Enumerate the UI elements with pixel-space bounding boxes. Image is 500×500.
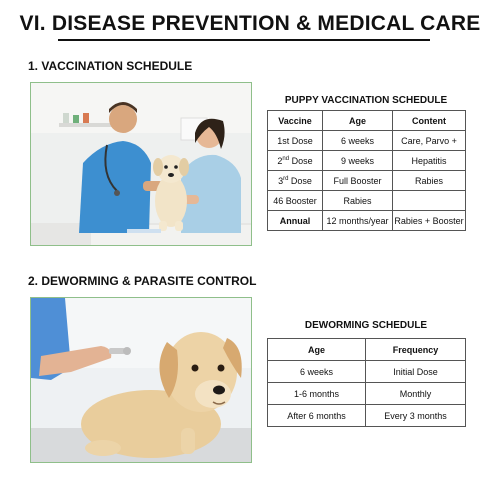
vaccination-table <box>267 110 466 231</box>
table-row <box>268 405 466 427</box>
vaccine-cell: 46 Booster <box>268 191 323 211</box>
table-row <box>268 211 466 231</box>
vaccine-cell <box>268 151 323 171</box>
page-title: VI. DISEASE PREVENTION & MEDICAL CARE <box>19 12 481 35</box>
table-row <box>268 191 466 211</box>
vet-vaccination-photo <box>30 82 252 246</box>
vaccine-cell: Annual <box>268 211 323 231</box>
age-cell: 12 months/year <box>323 211 393 231</box>
table-row <box>268 383 466 405</box>
deworming-table-title: DEWORMING SCHEDULE <box>304 320 428 331</box>
puppy-deworming-illustration <box>31 298 251 462</box>
table-row <box>268 151 466 171</box>
age-cell: Full Booster <box>323 171 393 191</box>
age-cell: 6 weeks <box>323 131 393 151</box>
frequency-cell: Monthly <box>366 383 466 405</box>
vaccine-number: 2 <box>277 155 283 166</box>
age-column-header: Age <box>268 339 366 361</box>
vaccine-label: Dose <box>289 155 313 166</box>
vaccine-cell: 1st Dose <box>268 131 323 151</box>
content-cell: Hepatitis <box>393 151 466 171</box>
vaccine-ordinal: rd <box>283 175 289 182</box>
vaccine-label: Dose <box>288 175 312 186</box>
vaccine-column-header: Vaccine <box>268 111 323 131</box>
deworming-table <box>267 338 466 427</box>
age-cell: After 6 months <box>268 405 366 427</box>
vet-vaccination-illustration <box>31 83 251 245</box>
content-cell: Care, Parvo + <box>393 131 466 151</box>
age-cell: Rabies <box>323 191 393 211</box>
vaccination-table-title: PUPPY VACCINATION SCHEDULE <box>284 95 448 106</box>
deworming-section-heading: 2. DEWORMING & PARASITE CONTROL <box>28 274 257 288</box>
table-row <box>268 171 466 191</box>
table-row <box>268 131 466 151</box>
frequency-column-header: Frequency <box>366 339 466 361</box>
deworming-header-row <box>268 339 466 361</box>
table-row <box>268 361 466 383</box>
content-cell: Rabies <box>393 171 466 191</box>
vaccination-header-row <box>268 111 466 131</box>
title-underline <box>58 39 430 41</box>
age-cell: 1-6 months <box>268 383 366 405</box>
vaccine-cell <box>268 171 323 191</box>
content-column-header: Content <box>393 111 466 131</box>
vaccine-ordinal: nd <box>282 155 290 162</box>
vaccine-number: 3 <box>278 175 284 186</box>
frequency-cell: Initial Dose <box>366 361 466 383</box>
frequency-cell: Every 3 months <box>366 405 466 427</box>
content-cell <box>393 191 466 211</box>
age-cell: 6 weeks <box>268 361 366 383</box>
content-cell: Rabies + Booster <box>393 211 466 231</box>
vaccination-section-heading: 1. VACCINATION SCHEDULE <box>28 59 193 73</box>
age-cell: 9 weeks <box>323 151 393 171</box>
puppy-deworming-photo <box>30 297 252 463</box>
age-column-header: Age <box>323 111 393 131</box>
